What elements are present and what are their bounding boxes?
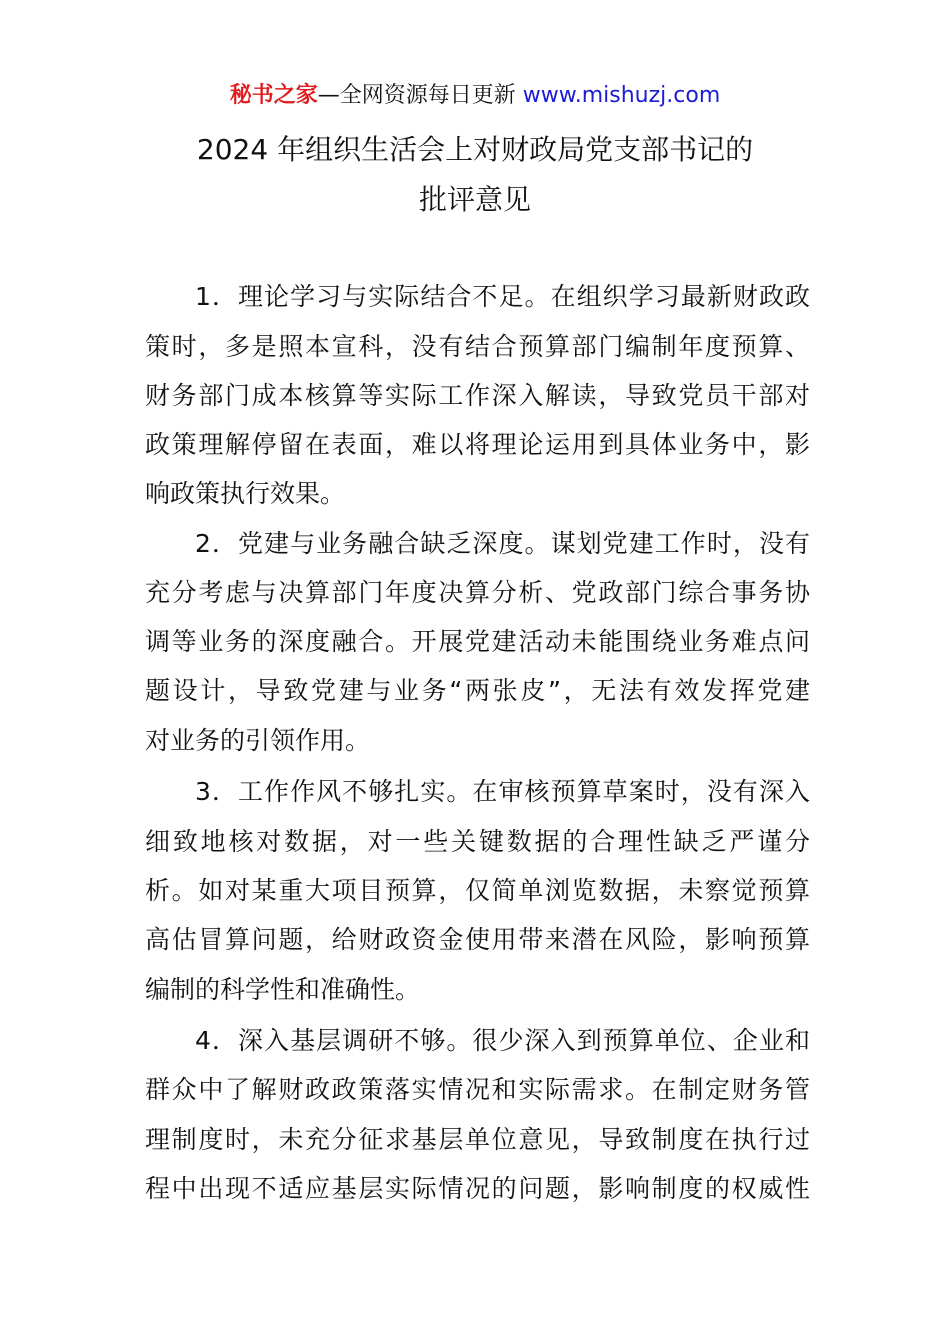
paragraph-4-line-4: 程中出现不适应基层实际情况的问题，影响制度的权威性 — [145, 1174, 810, 1203]
paragraph-4-line-2: 群众中了解财政政策落实情况和实际需求。在制定财务管 — [145, 1075, 810, 1104]
document-title-line-1: 2024 年组织生活会上对财政局党支部书记的 — [196, 133, 754, 166]
paragraph-2-line-4: 题设计，导致党建与业务“两张皮”，无法有效发挥党建 — [145, 676, 810, 705]
header-tagline: —全网资源每日更新 — [317, 83, 523, 108]
paragraph-3-line-5: 编制的科学性和准确性。 — [145, 975, 421, 1004]
paragraph-2-line-2: 充分考虑与决算部门年度决算分析、党政部门综合事务协 — [145, 578, 810, 607]
paragraph-2-line-3: 调等业务的深度融合。开展党建活动未能围绕业务难点问 — [145, 627, 810, 656]
paragraph-1-line-4: 政策理解停留在表面，难以将理论运用到具体业务中，影 — [145, 430, 810, 459]
paragraph-4-line-3: 理制度时，未充分征求基层单位意见，导致制度在执行过 — [145, 1125, 810, 1154]
paragraph-1-line-2: 策时，多是照本宣科，没有结合预算部门编制年度预算、 — [145, 332, 810, 361]
site-header — [0, 80, 950, 112]
paragraph-1-line-1: 1．理论学习与实际结合不足。在组织学习最新财政政 — [195, 282, 810, 311]
paragraph-2-line-1: 2．党建与业务融合缺乏深度。谋划党建工作时，没有 — [195, 529, 810, 558]
paragraph-2-line-5: 对业务的引领作用。 — [145, 726, 371, 755]
brand-name: 秘书之家 — [229, 83, 318, 108]
document-title-line-2: 批评意见 — [418, 183, 531, 216]
paragraph-3-line-4: 高估冒算问题，给财政资金使用带来潜在风险，影响预算 — [145, 925, 810, 954]
paragraph-3-line-3: 析。如对某重大项目预算，仅简单浏览数据，未察觉预算 — [145, 876, 810, 905]
site-url-link[interactable]: www.mishuzj.com — [522, 83, 721, 108]
paragraph-1-line-3: 财务部门成本核算等实际工作深入解读，导致党员干部对 — [145, 381, 810, 410]
paragraph-3-line-1: 3．工作作风不够扎实。在审核预算草案时，没有深入 — [195, 777, 810, 806]
paragraph-3-line-2: 细致地核对数据，对一些关键数据的合理性缺乏严谨分 — [145, 827, 810, 856]
paragraph-4-line-1: 4．深入基层调研不够。很少深入到预算单位、企业和 — [195, 1026, 810, 1055]
paragraph-1-line-5: 响政策执行效果。 — [145, 479, 346, 508]
